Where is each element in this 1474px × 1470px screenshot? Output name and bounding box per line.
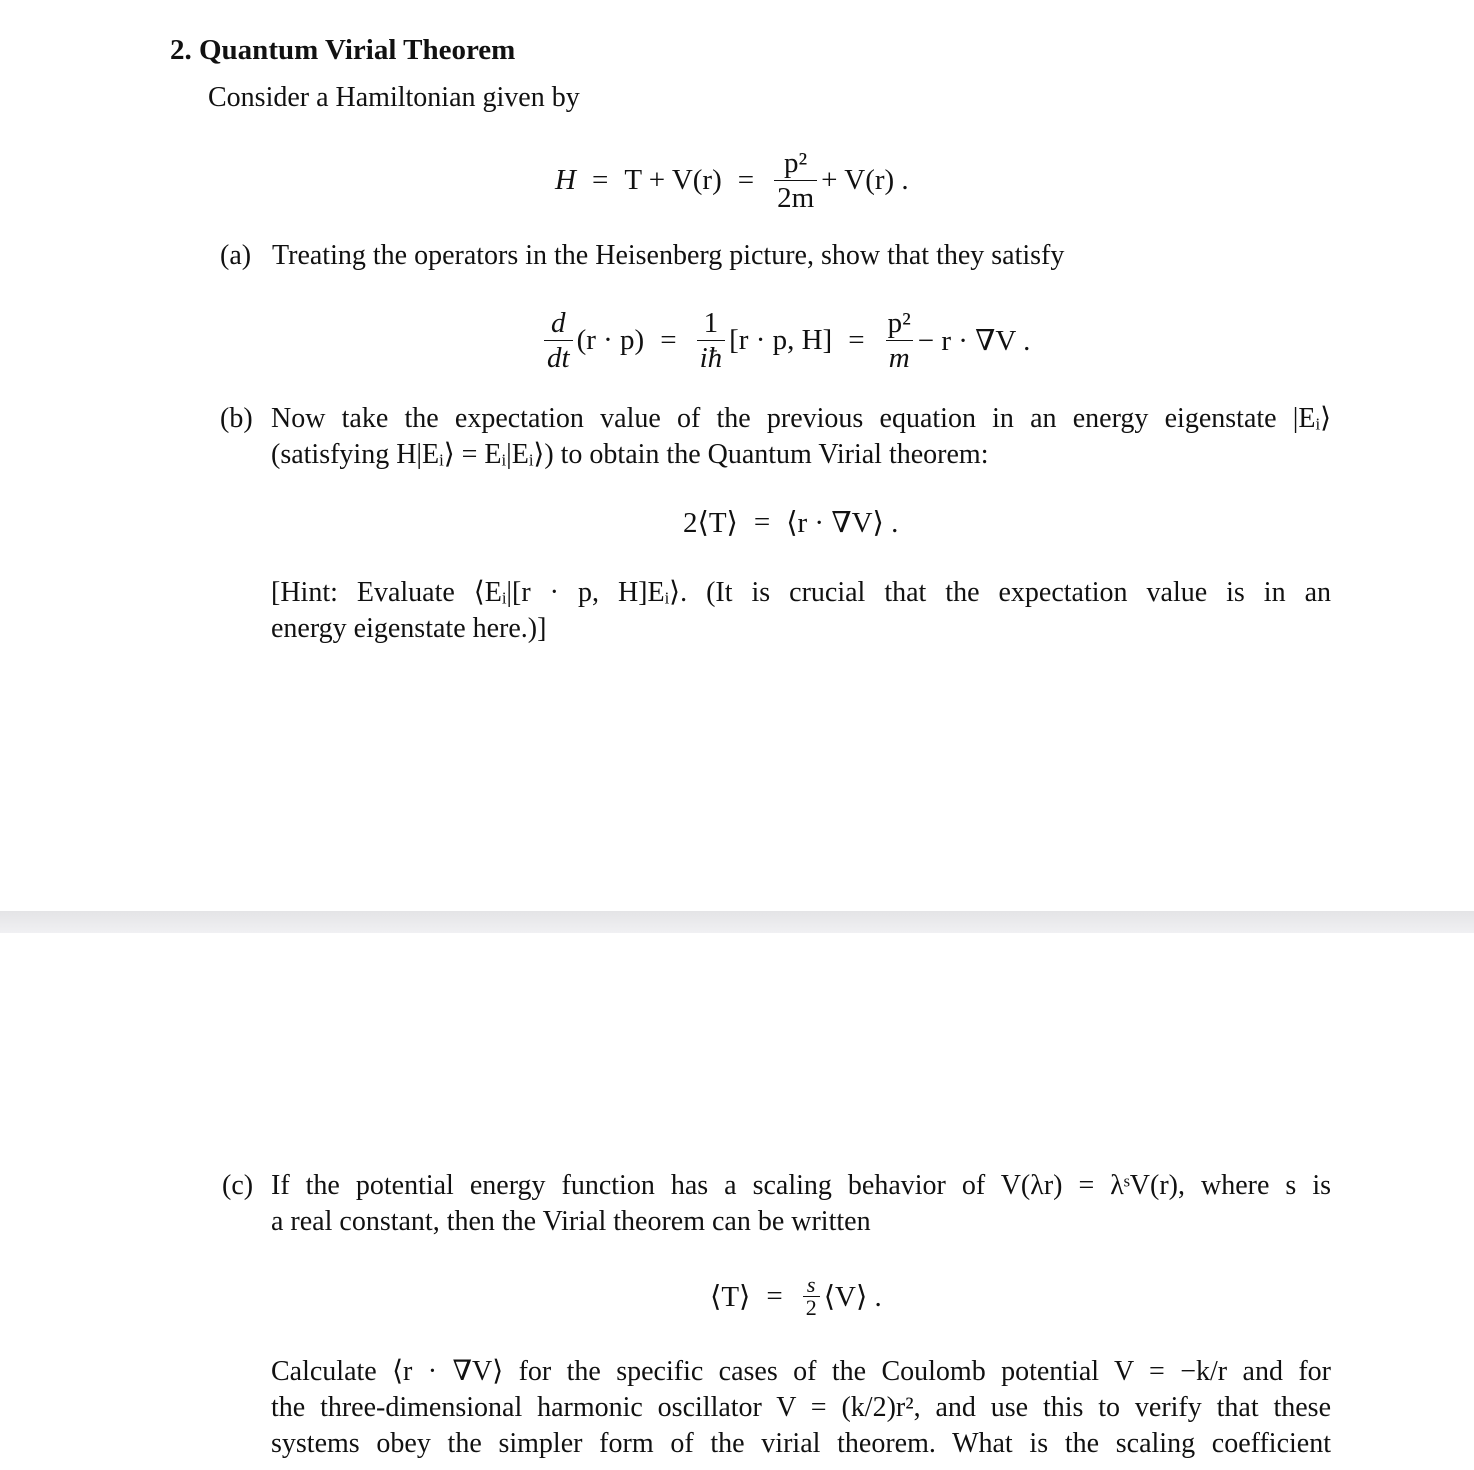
eq2-fraction-p2m xyxy=(885,306,914,375)
eq1-denominator: 2m xyxy=(774,180,817,215)
eq2-tail: − r · ∇V . xyxy=(917,324,1031,357)
part-a-label: (a) xyxy=(220,240,252,271)
heisenberg-equation xyxy=(540,300,1030,380)
part-c-line-2: a real constant, then the Virial theorem can be written xyxy=(271,1206,871,1237)
part-b-label: (b) xyxy=(220,403,253,434)
page-separator xyxy=(0,911,1474,933)
eq1-numerator: p² xyxy=(784,146,808,179)
eq4-equals: = xyxy=(766,1279,783,1312)
eq2-p2: p² xyxy=(887,306,911,339)
problem-title: Quantum Virial Theorem xyxy=(199,34,516,66)
eq4-rhs: ⟨V⟩ . xyxy=(823,1280,882,1313)
hint-line-2: energy eigenstate here.)] xyxy=(271,613,547,644)
eq1-fraction xyxy=(774,146,817,215)
calc-line-2: the three-dimensional harmonic oscillator V = (k/2)r², and use this to verify that these xyxy=(271,1392,1331,1423)
part-b-line-2: (satisfying H|Eᵢ⟩ = Eᵢ|Eᵢ⟩) to obtain the Quantum Virial theorem: xyxy=(271,439,989,470)
eq1-tail: + V(r) . xyxy=(821,163,909,196)
eq1-lhs: H xyxy=(555,163,576,196)
eq3-lhs: 2⟨T⟩ xyxy=(683,506,738,539)
eq4-s: s xyxy=(806,1271,816,1297)
eq4-two: 2 xyxy=(803,1296,820,1319)
eq1-mid: T + V(r) xyxy=(624,163,722,196)
part-b-line-1: Now take the expectation value of the previous equation in an energy eigenstate |Eᵢ⟩ xyxy=(271,403,1331,434)
eq2-dt: dt xyxy=(544,340,573,375)
eq2-lhs: (r · p) xyxy=(576,323,645,356)
calc-line-1: Calculate ⟨r · ∇V⟩ for the specific cases of the Coulomb potential V = −k/r and for xyxy=(271,1356,1331,1387)
eq4-fraction xyxy=(803,1271,820,1320)
part-a-text: Treating the operators in the Heisenberg picture, show that they satisfy xyxy=(272,240,1065,271)
eq2-derivative xyxy=(544,306,573,375)
eq2-m: m xyxy=(886,340,913,375)
eq2-fraction-ihbar xyxy=(697,306,726,375)
eq1-equals: = xyxy=(591,163,609,196)
eq2-d: d xyxy=(551,306,566,339)
scaled-virial-equation xyxy=(710,1261,882,1331)
eq1-equals-2: = xyxy=(737,163,755,196)
part-c-line-1: If the potential energy function has a scaling behavior of V(λr) = λˢV(r), where s is xyxy=(271,1170,1331,1201)
part-c-label: (c) xyxy=(222,1170,254,1201)
intro-text: Consider a Hamiltonian given by xyxy=(208,82,580,113)
hint-line-1: [Hint: Evaluate ⟨Eᵢ|[r · p, H]Eᵢ⟩. (It is crucial that the expectation value is in an xyxy=(271,577,1331,608)
eq4-lhs: ⟨T⟩ xyxy=(710,1280,751,1313)
problem-heading xyxy=(170,32,515,68)
virial-theorem-equation xyxy=(683,502,898,542)
eq3-rhs: ⟨r · ∇V⟩ . xyxy=(786,506,899,539)
eq3-equals: = xyxy=(753,505,771,538)
document-page-2 xyxy=(0,933,1474,1470)
eq2-equals-2: = xyxy=(848,323,865,356)
calc-line-3: systems obey the simpler form of the virial theorem. What is the scaling coefficient xyxy=(271,1428,1331,1459)
problem-number: 2. xyxy=(170,34,192,66)
eq2-one: 1 xyxy=(703,306,719,339)
hamiltonian-equation xyxy=(555,140,909,220)
eq2-commutator: [r · p, H] xyxy=(729,323,833,356)
eq2-equals: = xyxy=(660,323,677,356)
eq2-ihbar: iħ xyxy=(697,340,726,375)
